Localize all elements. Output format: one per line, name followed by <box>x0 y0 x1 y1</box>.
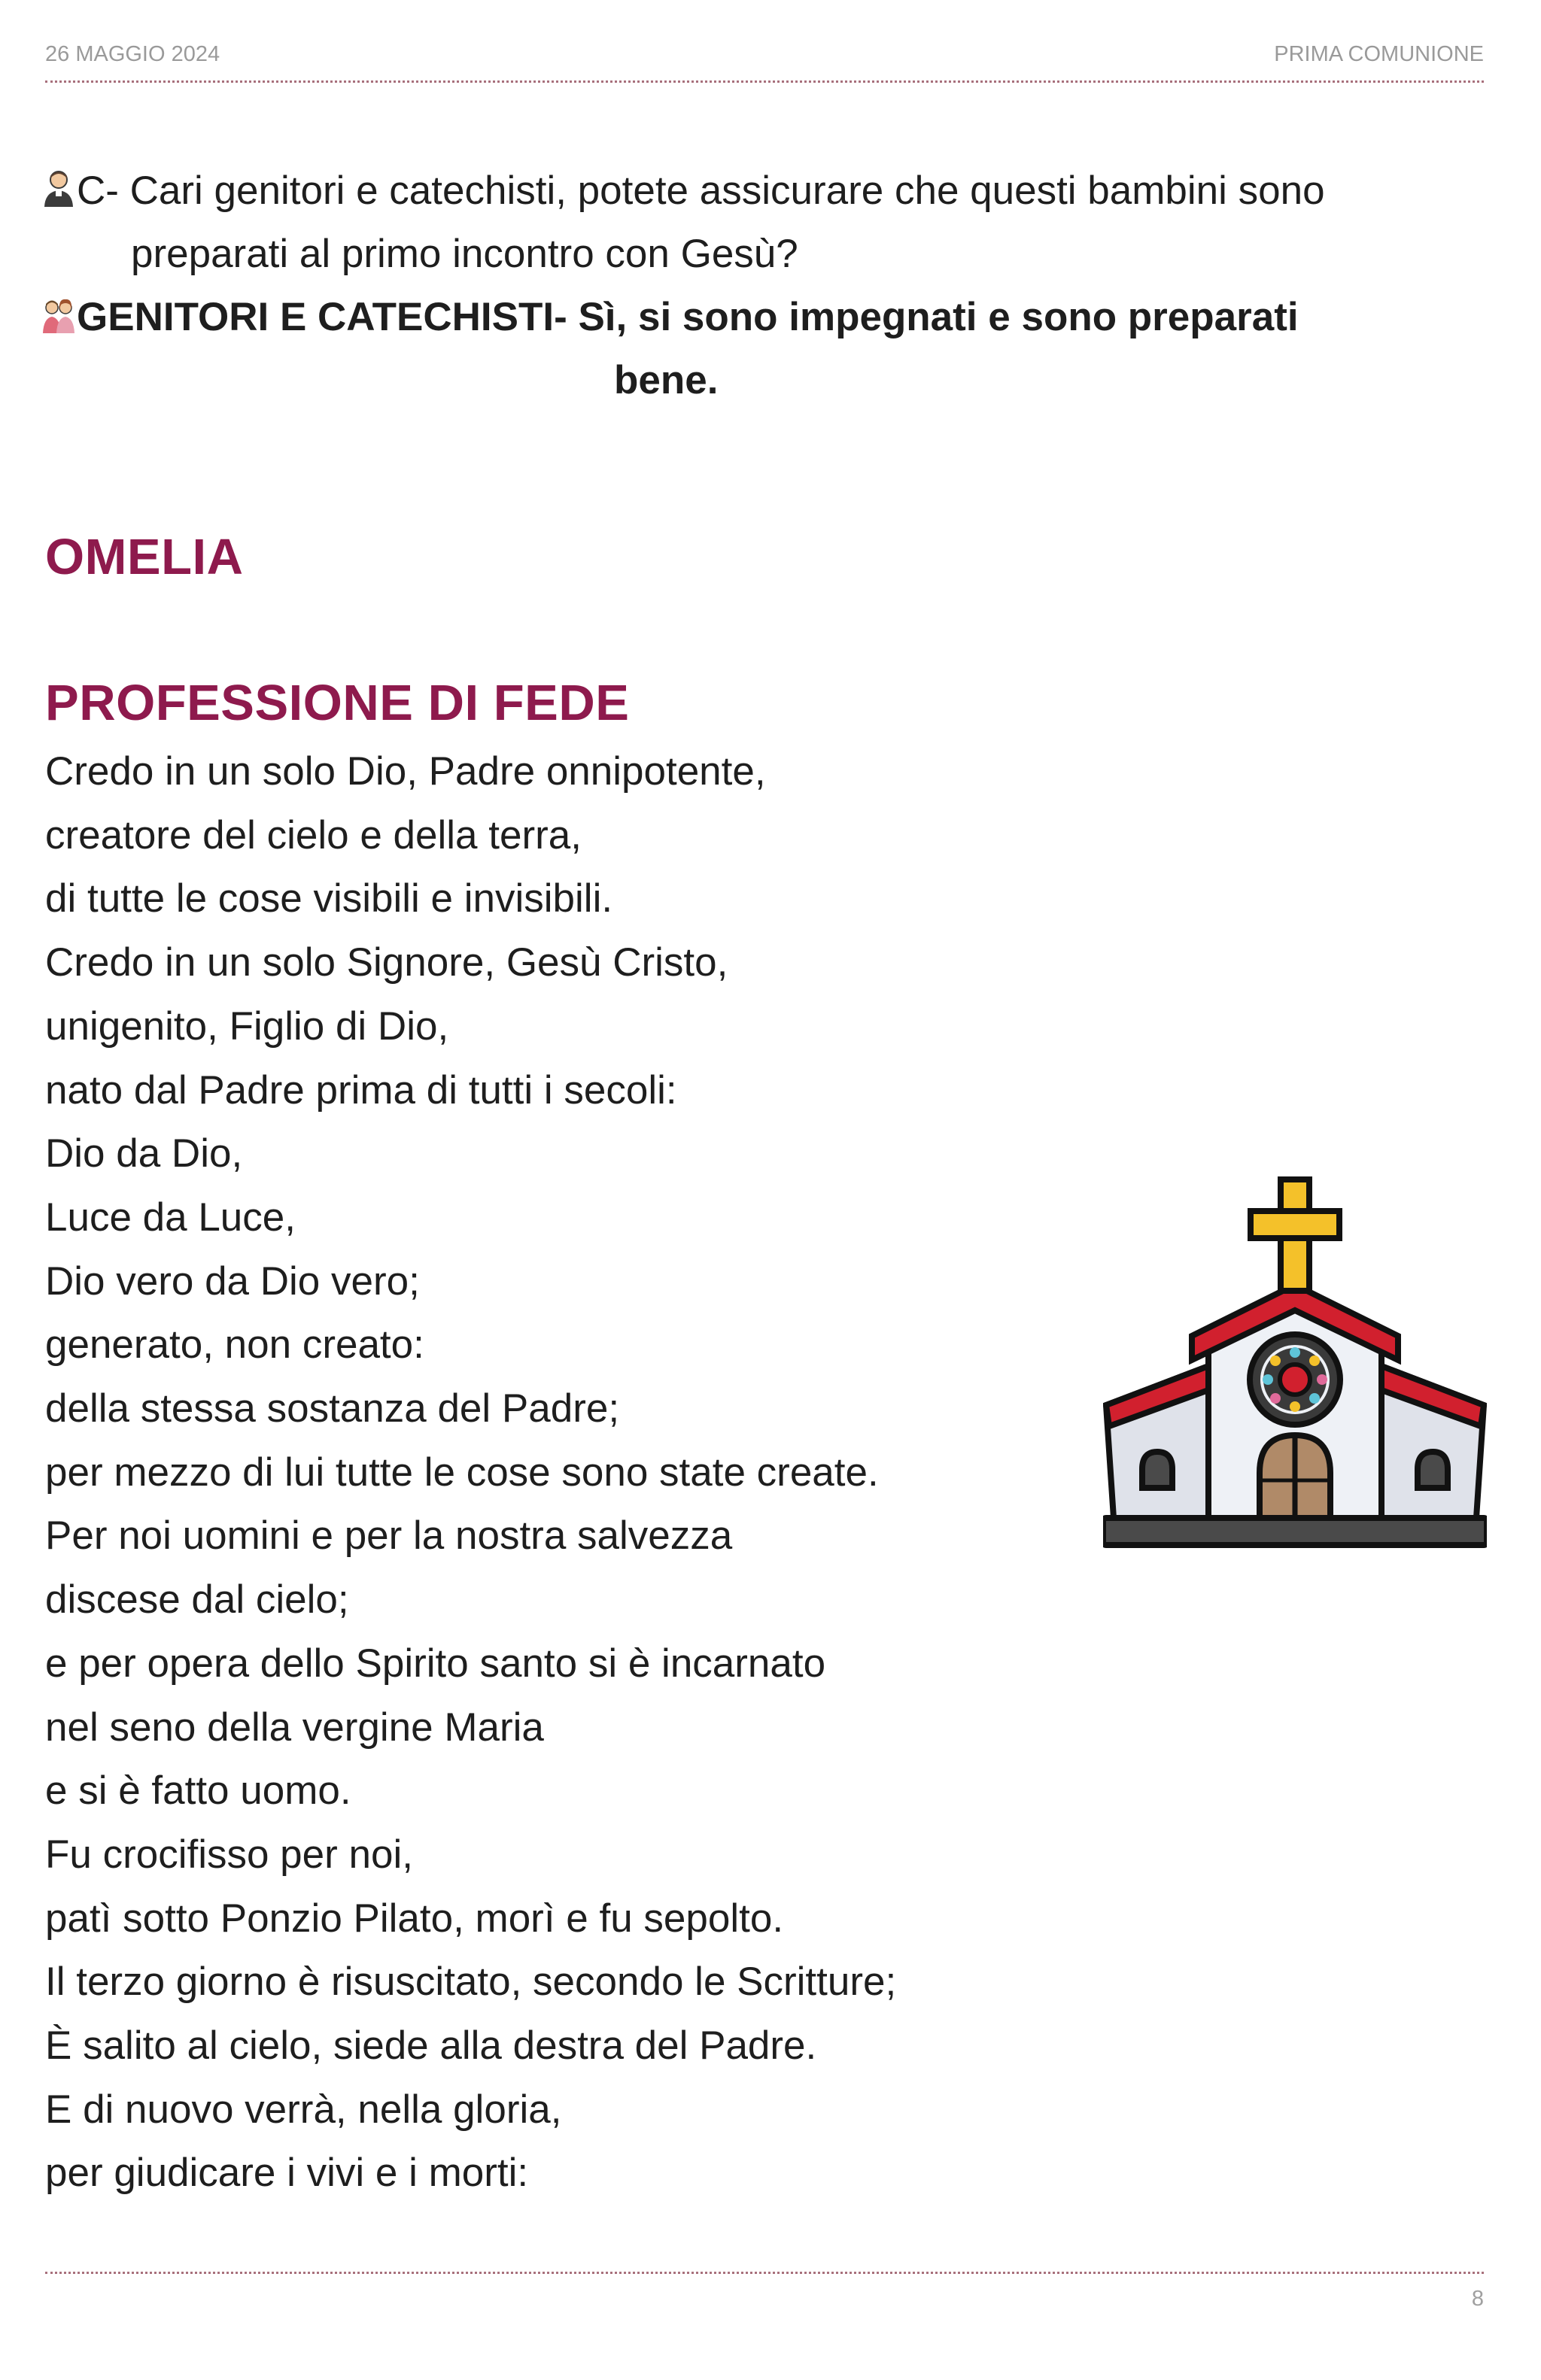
dialog-block <box>42 159 1487 412</box>
creed-line: discese dal cielo; <box>45 1577 349 1623</box>
priest-icon <box>42 164 75 203</box>
creed-line: E di nuovo verrà, nella gloria, <box>45 2087 562 2132</box>
header-divider <box>45 80 1484 83</box>
creed-line: È salito al cielo, siede alla destra del Padre. <box>45 2023 817 2069</box>
creed-line: Per noi uomini e per la nostra salvezza <box>45 1513 733 1559</box>
creed-line: Dio vero da Dio vero; <box>45 1258 420 1304</box>
page-header <box>45 42 1484 72</box>
header-date: 26 MAGGIO 2024 <box>45 42 220 66</box>
creed-text <box>45 740 896 2205</box>
creed-line: Luce da Luce, <box>45 1195 296 1240</box>
creed-line: nel seno della vergine Maria <box>45 1705 544 1750</box>
creed-line: Credo in un solo Dio, Padre onnipotente, <box>45 749 766 794</box>
page-number: 8 <box>1471 2287 1484 2311</box>
section-heading-omelia: OMELIA <box>45 529 244 585</box>
creed-line: di tutte le cose visibili e invisibili. <box>45 876 613 921</box>
creed-line: e per opera dello Spirito santo si è incarnato <box>45 1641 826 1686</box>
creed-line: generato, non creato: <box>45 1322 424 1368</box>
creed-line: Credo in un solo Signore, Gesù Cristo, <box>45 940 728 985</box>
priest-line <box>42 159 1487 223</box>
header-title: PRIMA COMUNIONE <box>1274 42 1484 66</box>
creed-line: della stessa sostanza del Padre; <box>45 1386 620 1431</box>
section-heading-professione: PROFESSIONE DI FEDE <box>45 675 630 731</box>
church-icon <box>1103 1172 1487 1557</box>
priest-line-1-text: C- Cari genitori e catechisti, potete assicurare che questi bambini sono <box>77 168 1325 213</box>
response-line-2: bene. <box>614 358 719 402</box>
creed-line: per giudicare i vivi e i morti: <box>45 2151 529 2196</box>
creed-line: creatore del cielo e della terra, <box>45 812 582 858</box>
creed-line: Dio da Dio, <box>45 1131 243 1176</box>
creed-line: Il terzo giorno è risuscitato, secondo le Scritture; <box>45 1960 897 2005</box>
creed-line: e si è fatto uomo. <box>45 1768 351 1814</box>
parents-icon <box>42 290 75 329</box>
priest-line-2: preparati al primo incontro con Gesù? <box>131 232 798 276</box>
creed-line: patì sotto Ponzio Pilato, morì e fu sepolto. <box>45 1896 784 1941</box>
creed-line: Fu crocifisso per noi, <box>45 1832 413 1877</box>
response-line <box>42 286 1487 349</box>
creed-line: nato dal Padre prima di tutti i secoli: <box>45 1067 677 1113</box>
creed-line: per mezzo di lui tutte le cose sono state create. <box>45 1450 879 1495</box>
response-line-1-text: GENITORI E CATECHISTI- Sì, si sono impegnati e sono preparati <box>77 295 1299 339</box>
creed-line: unigenito, Figlio di Dio, <box>45 1003 449 1049</box>
footer-divider <box>45 2272 1484 2274</box>
